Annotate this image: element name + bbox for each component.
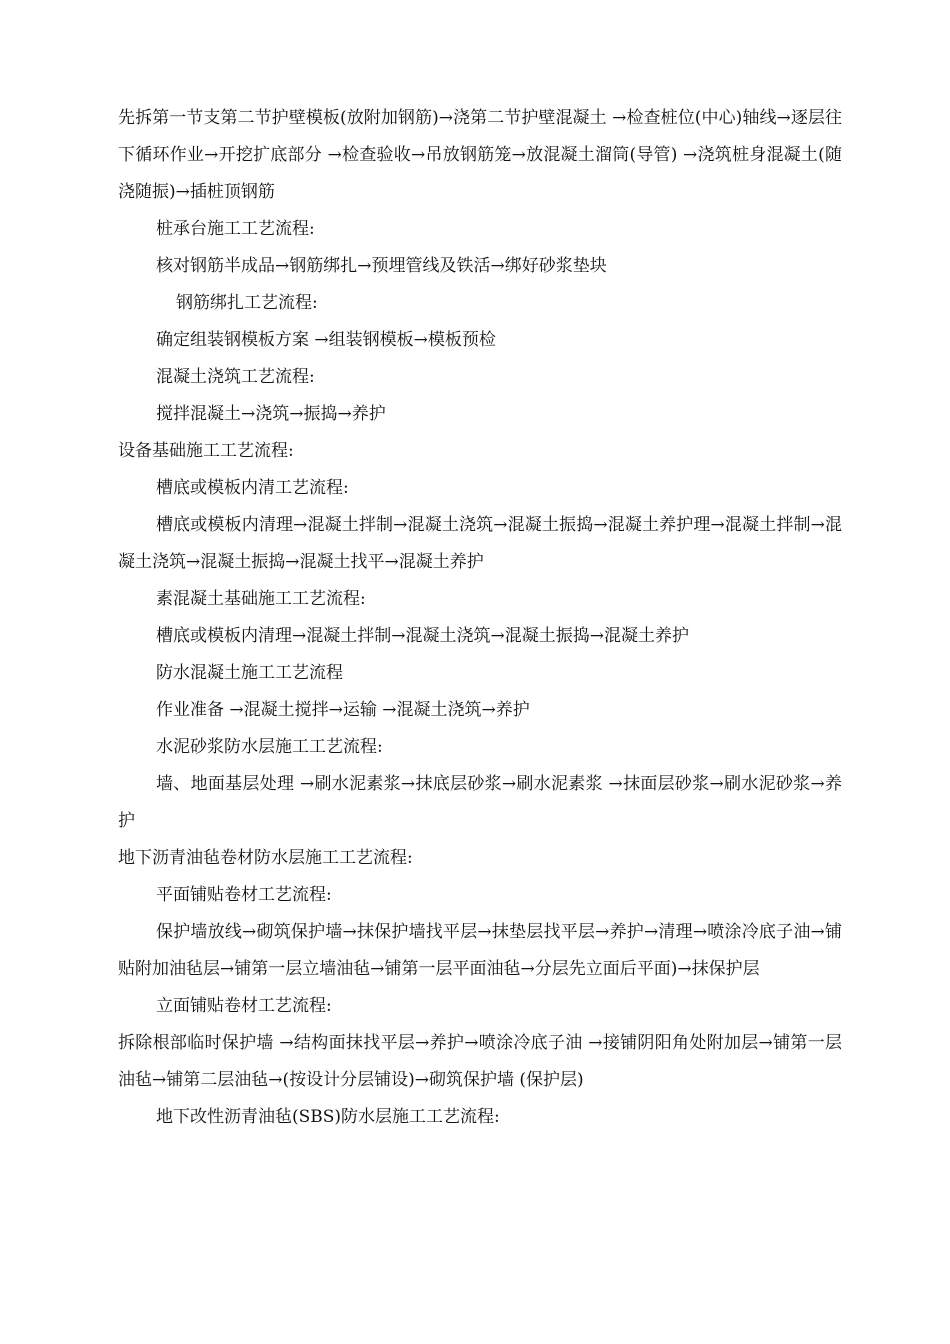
heading-waterproof-concrete-process: 防水混凝土施工工艺流程 bbox=[156, 663, 343, 683]
heading-equipment-foundation-process: 设备基础施工工艺流程: bbox=[118, 441, 294, 461]
heading-rebar-binding-process: 钢筋绑扎工艺流程: bbox=[176, 293, 318, 313]
paragraph-plain-concrete-steps: 槽底或模板内清理→混凝土拌制→混凝土浇筑→混凝土振捣→混凝土养护 bbox=[156, 626, 689, 646]
heading-cement-mortar-waterproof-process: 水泥砂浆防水层施工工艺流程: bbox=[156, 737, 383, 757]
paragraph-pile-cap-steps: 核对钢筋半成品→钢筋绑扎→预埋管线及铁活→绑好砂浆垫块 bbox=[156, 256, 607, 276]
heading-pile-cap-process: 桩承台施工工艺流程: bbox=[156, 219, 315, 239]
heading-flat-laying-process: 平面铺贴卷材工艺流程: bbox=[156, 885, 332, 905]
paragraph-flat-laying-steps: 保护墙放线→砌筑保护墙→抹保护墙找平层→抹垫层找平层→养护→清理→喷涂冷底子油→铺贴附加油毡层→铺第一层立墙油毡→铺第一层平面油毡→分层先立面后平面)→抹保护层 bbox=[118, 922, 842, 979]
paragraph-trench-cleaning-steps: 槽底或模板内清理→混凝土拌制→混凝土浇筑→混凝土振捣→混凝土养护理→混凝土拌制→混凝土浇筑→混凝土振捣→混凝土找平→混凝土养护 bbox=[118, 515, 842, 572]
document-body bbox=[118, 100, 842, 1136]
heading-concrete-pouring-process: 混凝土浇筑工艺流程: bbox=[156, 367, 315, 387]
heading-asphalt-felt-waterproof-process: 地下沥青油毡卷材防水层施工工艺流程: bbox=[118, 848, 413, 868]
paragraph-vertical-laying-steps: 拆除根部临时保护墙 →结构面抹找平层→养护→喷涂冷底子油 →接铺阴阳角处附加层→铺第一层油毡→铺第二层油毡→(按设计分层铺设)→砌筑保护墙 (保护层) bbox=[118, 1033, 842, 1090]
heading-sbs-waterproof-process: 地下改性沥青油毡(SBS)防水层施工工艺流程: bbox=[156, 1107, 500, 1127]
paragraph-concrete-pouring-steps: 搅拌混凝土→浇筑→振捣→养护 bbox=[156, 404, 386, 424]
paragraph-formwork-steps: 确定组装钢模板方案 →组装钢模板→模板预检 bbox=[156, 330, 496, 350]
heading-vertical-laying-process: 立面铺贴卷材工艺流程: bbox=[156, 996, 332, 1016]
paragraph-waterproof-concrete-steps: 作业准备 →混凝土搅拌→运输 →混凝土浇筑→养护 bbox=[156, 700, 530, 720]
heading-trench-cleaning-process: 槽底或模板内清工艺流程: bbox=[156, 478, 349, 498]
paragraph-pile-process-continued: 先拆第一节支第二节护壁模板(放附加钢筋)→浇第二节护壁混凝土 →检查桩位(中心)轴线→逐层往下循环作业→开挖扩底部分 →检查验收→吊放钢筋笼→放混凝土溜筒(导管) →浇筑桩身混凝土(随浇随振)→插桩顶钢筋 bbox=[118, 108, 842, 202]
heading-plain-concrete-foundation-process: 素混凝土基础施工工艺流程: bbox=[156, 589, 366, 609]
paragraph-cement-mortar-steps: 墙、地面基层处理 →刷水泥素浆→抹底层砂浆→刷水泥素浆 →抹面层砂浆→刷水泥砂浆→养护 bbox=[118, 774, 842, 831]
